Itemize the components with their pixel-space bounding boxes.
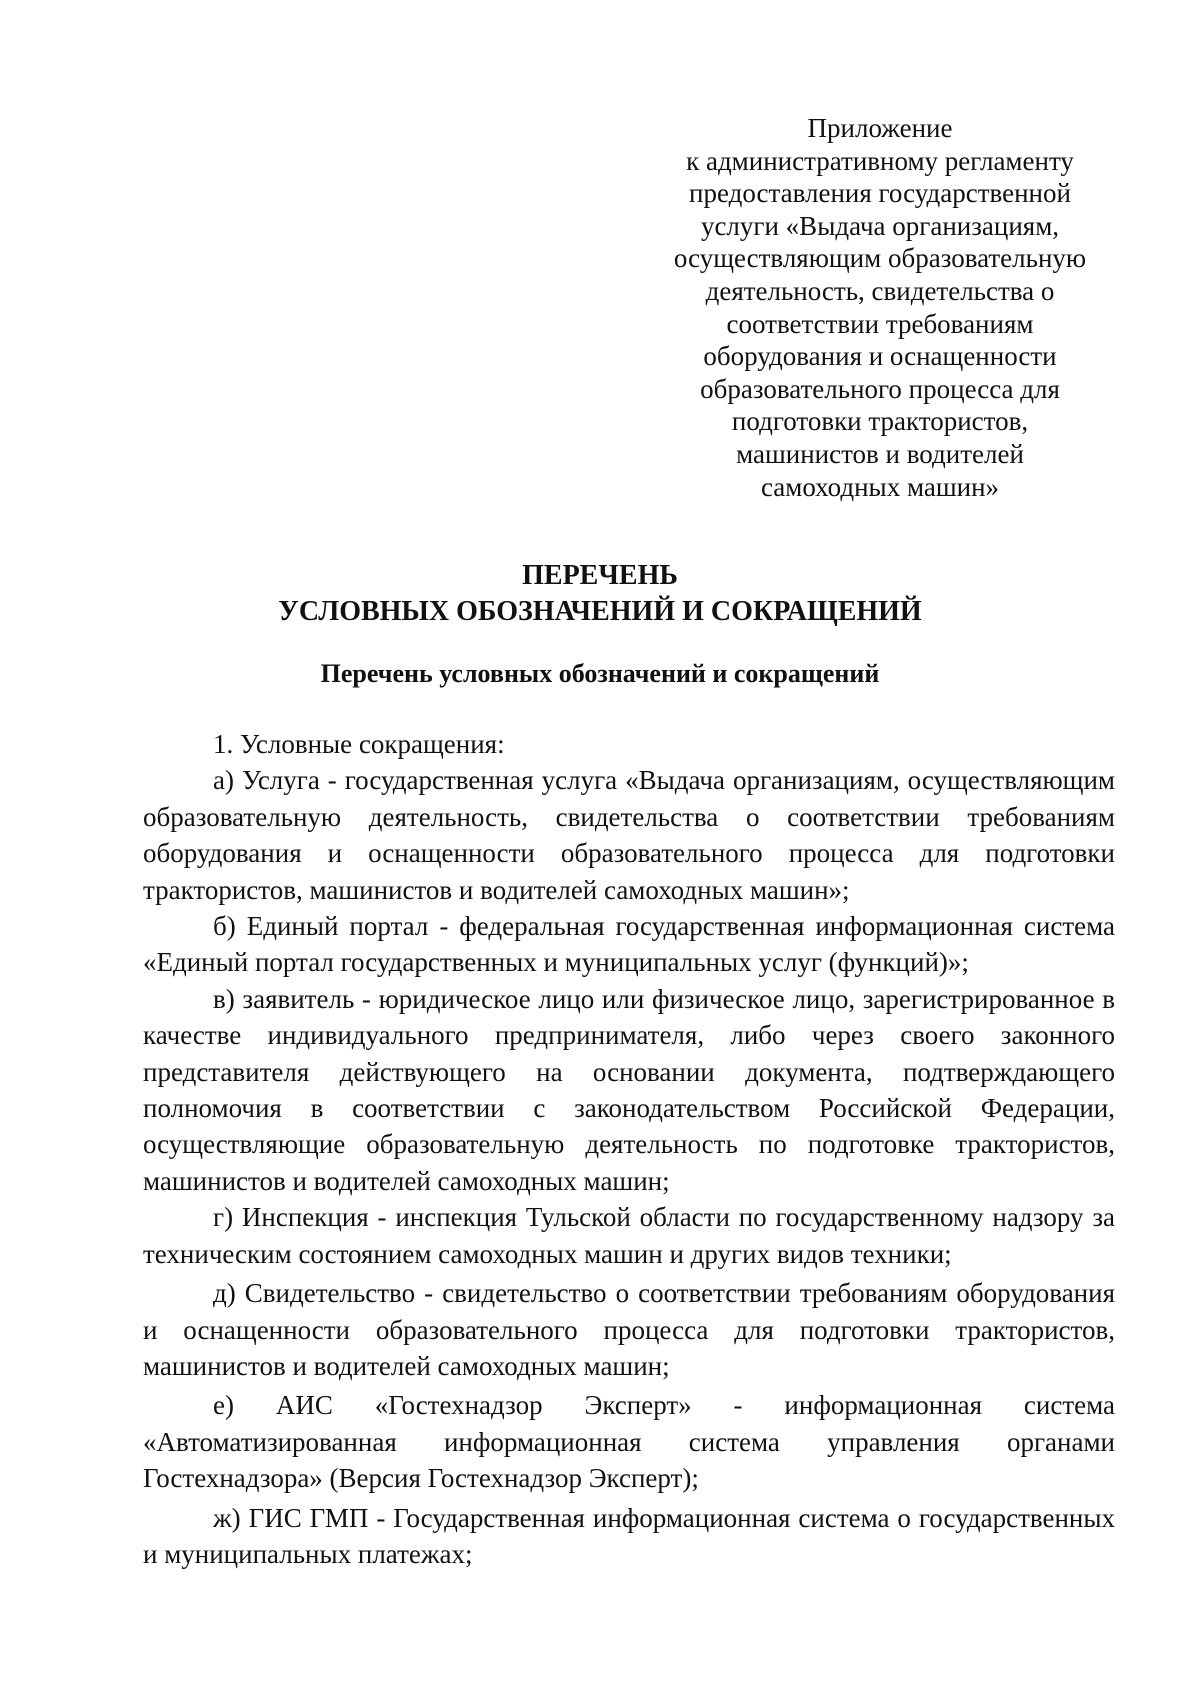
- list-item: а) Услуга - государственная услуга «Выдача организациям, осуществляющим образовательную деятельность, свидетельства о соответствии требованиям оборудования и оснащенности образовательного процесса для подготовки трактористов, машинистов и водителей самоходных машин»;: [143, 765, 1115, 905]
- appendix-line: услуги «Выдача организациям,: [700, 210, 1060, 241]
- section-heading: 1. Условные сокращения:: [213, 729, 505, 759]
- document-subtitle: Перечень условных обозначений и сокращений: [320, 659, 880, 688]
- list-item: г) Инспекция - инспекция Тульской области по государственному надзору за техническим состоянием самоходных машин и других видов техники;: [143, 1202, 1115, 1269]
- appendix-line: машинистов и водителей: [736, 438, 1024, 469]
- list-item: в) заявитель - юридическое лицо или физическое лицо, зарегистрированное в качестве индивидуального предпринимателя, либо через своего законного представителя действующего на основании документа, подтверждающего полномочия в соответствии с законодательством Российской Федерации, осуществляющие образовательную деятельность по подготовке трактористов, машинистов и водителей самоходных машин;: [143, 983, 1115, 1196]
- document-title: [0, 558, 1200, 630]
- list-item: б) Единый портал - федеральная государственная информационная система «Единый портал государственных и муниципальных услуг (функций)»;: [143, 911, 1115, 978]
- title-line-2: УСЛОВНЫХ ОБОЗНАЧЕНИЙ И СОКРАЩЕНИЙ: [278, 596, 922, 627]
- list-item: д) Свидетельство - свидетельство о соответствии требованиям оборудования и оснащенности образовательного процесса для подготовки трактористов, машинистов и водителей самоходных машин;: [143, 1278, 1115, 1381]
- appendix-line: самоходных машин»: [760, 471, 1000, 502]
- appendix-line: деятельность, свидетельства о: [705, 275, 1055, 306]
- appendix-line: к административному регламенту: [686, 145, 1074, 176]
- document-body: [143, 726, 1115, 1572]
- list-item: ж) ГИС ГМП - Государственная информационная система о государственных и муниципальных платежах;: [143, 1502, 1115, 1569]
- appendix-line: предоставления государственной: [689, 178, 1071, 209]
- appendix-line: соответствии требованиям: [726, 308, 1034, 339]
- appendix-line: Приложение: [807, 113, 953, 143]
- list-item: е) АИС «Гостехнадзор Эксперт» - информационная система «Автоматизированная информационная система управления органами Гостехнадзора» (Версия Гостехнадзор Эксперт);: [143, 1390, 1115, 1494]
- appendix-line: оборудования и оснащенности: [703, 341, 1057, 372]
- appendix-block: [640, 112, 1120, 503]
- appendix-line: подготовки трактористов,: [731, 406, 1029, 437]
- title-line-1: ПЕРЕЧЕНЬ: [522, 560, 678, 591]
- appendix-line: образовательного процесса для: [700, 373, 1060, 404]
- appendix-line: осуществляющим образовательную: [673, 243, 1087, 274]
